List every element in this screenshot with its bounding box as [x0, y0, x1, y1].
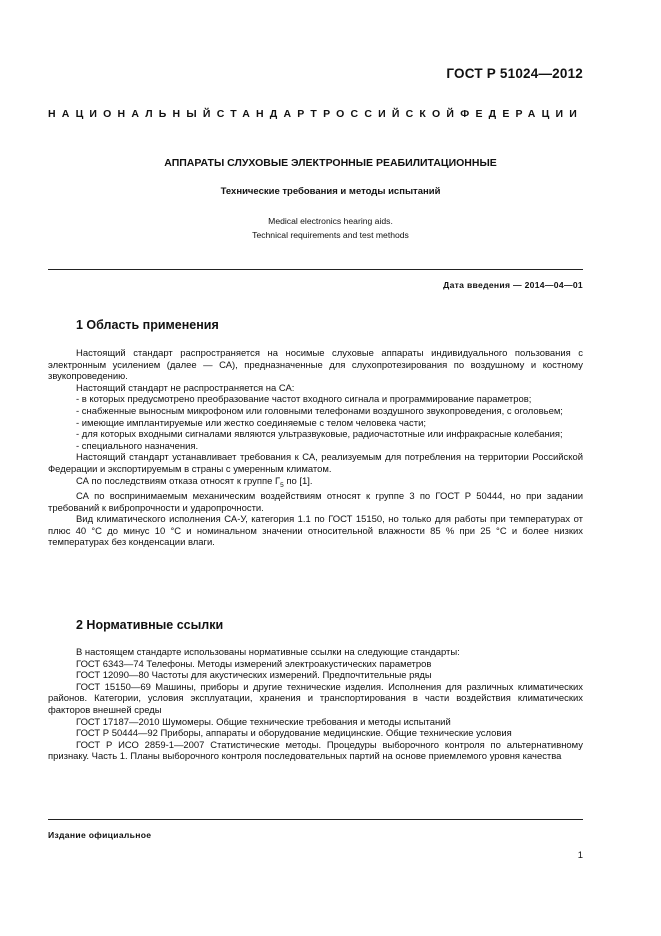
document-code: ГОСТ Р 51024—2012	[446, 66, 583, 81]
banner-word: РОССИЙСКОЙ	[323, 108, 461, 120]
paragraph: - снабженные выносным микрофоном или головными телефонами воздушного звукопроведения, с оголовьем;	[76, 405, 563, 417]
section-1-heading: 1 Область применения	[76, 318, 219, 332]
introduction-date: Дата введения — 2014—04—01	[443, 280, 583, 290]
national-standard-banner	[48, 108, 583, 120]
paragraph: Настоящий стандарт устанавливает требования к СА, реализуемым для потребления на территории Российской Федерации и экспортируемым в страны с умеренным климатом.	[48, 452, 583, 475]
banner-word: ФЕДЕРАЦИИ	[460, 108, 583, 120]
english-title	[0, 214, 661, 242]
reference-item: ГОСТ 15150—69 Машины, приборы и другие технические изделия. Исполнения для различных климатических районов. Категории, условия эксплуатации, хранения и транспортирования в части воздействия климатических факторов внешней среды	[48, 681, 583, 716]
banner-word: СТАНДАРТ	[216, 108, 323, 120]
paragraph: - в которых предусмотрено преобразование частот входного сигнала и программирование параметров;	[76, 394, 532, 406]
paragraph: Настоящий стандарт распространяется на носимые слуховые аппараты индивидуального пользования с электронным усилением (далее — СА), предназначенные для слухопротезирования по воздушному и костному звукопроведению.	[48, 348, 583, 383]
paragraph: Настоящий стандарт не распространяется на СА:	[76, 382, 295, 394]
section-2-heading: 2 Нормативные ссылки	[76, 618, 224, 632]
paragraph-text: СА по последствиям отказа относят к группе Г	[76, 475, 281, 487]
paragraph-text: по [1].	[283, 475, 313, 487]
paragraph: Вид климатического исполнения СА-У, категория 1.1 по ГОСТ 15150, но только для работы при температурах от плюс 40 °С до минус 10 °С и номинальном значении относительной влажности 85 % при 25 °С и более низких температурах без конденсации влаги.	[48, 514, 583, 549]
reference-item: ГОСТ 17187—2010 Шумомеры. Общие технические требования и методы испытаний	[76, 716, 451, 728]
reference-item: ГОСТ 6343—74 Телефоны. Методы измерений электроакустических параметров	[76, 658, 432, 670]
official-edition-label: Издание официальное	[48, 830, 152, 840]
document-subtitle: Технические требования и методы испытаний	[220, 186, 441, 197]
paragraph: СА по воспринимаемым механическим воздействиям относят к группе 3 по ГОСТ Р 50444, но при задании требований к вибропрочности и ударопрочности.	[48, 491, 583, 514]
paragraph: В настоящем стандарте использованы нормативные ссылки на следующие стандарты:	[76, 647, 460, 658]
reference-item: ГОСТ Р ИСО 2859-1—2007 Статистические методы. Процедуры выборочного контроля по альтернативному признаку. Часть 1. Планы выборочного контроля последовательных партий на основе приемлемого уровня качества	[48, 739, 583, 763]
page-number: 1	[577, 850, 583, 861]
paragraph: - специального назначения.	[76, 440, 199, 452]
title-divider	[48, 269, 583, 270]
reference-item: ГОСТ 12090—80 Частоты для акустических измерений. Предпочтительные ряды	[76, 670, 432, 682]
paragraph: - для которых входными сигналами являются ультразвуковые, радиочастотные или инфракрасные колебания;	[76, 429, 563, 441]
section-1-body	[48, 348, 583, 549]
footer-divider	[48, 819, 583, 820]
paragraph: - имеющие имплантируемые или жестко соединяемые с телом человека части;	[76, 417, 426, 429]
section-2-body	[48, 647, 583, 763]
paragraph	[48, 476, 583, 491]
document-title: АППАРАТЫ СЛУХОВЫЕ ЭЛЕКТРОННЫЕ РЕАБИЛИТАЦИОННЫЕ	[164, 157, 497, 169]
english-title-line: Technical requirements and test methods	[252, 230, 409, 240]
banner-word: НАЦИОНАЛЬНЫЙ	[48, 108, 217, 120]
subscript: 5	[280, 481, 284, 489]
english-title-line: Medical electronics hearing aids.	[268, 216, 393, 226]
reference-item: ГОСТ Р 50444—92 Приборы, аппараты и оборудование медицинские. Общие технические условия	[76, 728, 512, 740]
